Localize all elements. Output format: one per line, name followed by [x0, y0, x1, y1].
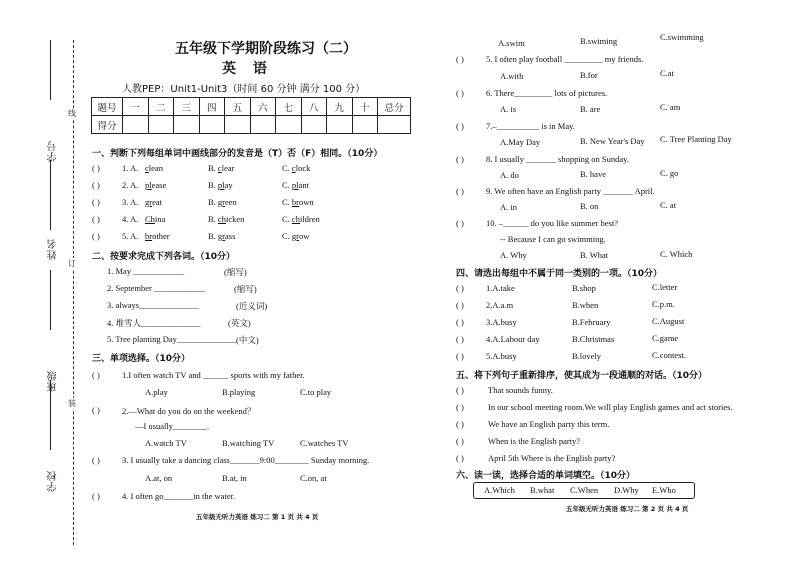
score-cell[interactable]	[276, 116, 302, 134]
section-5-title: 五、将下列句子重新排序，使其成为一段通顺的对话。（10分）	[456, 371, 708, 381]
word-rest: ease	[151, 180, 167, 190]
question-sub: —I usually________.	[135, 421, 210, 431]
option-b: B.watching TV	[222, 438, 275, 448]
option-b: B.swiming	[580, 36, 618, 46]
word-rest: ay	[224, 180, 233, 190]
option-b: B.for	[580, 70, 598, 80]
answer-paren[interactable]: ( )	[456, 154, 464, 164]
score-cell[interactable]	[148, 116, 174, 134]
subject-title: 英 语	[222, 61, 273, 77]
s2-note: (中文)	[236, 335, 259, 345]
word-rest: icken	[225, 214, 245, 224]
score-header-cell: 八	[301, 98, 327, 116]
underlined-letters: gr	[291, 231, 300, 241]
answer-paren[interactable]: ( )	[456, 334, 464, 344]
option-b: B.Christmas	[572, 334, 615, 344]
answer-paren[interactable]: ( )	[456, 186, 464, 196]
option-b: B.lovely	[572, 351, 602, 361]
answer-paren[interactable]: ( )	[92, 491, 100, 501]
option-b: B.at, in	[222, 473, 247, 483]
question-text: 6. There_________ lots of pictures.	[486, 88, 608, 98]
option-c: C. am	[660, 102, 681, 112]
underlined-letters: c	[217, 163, 222, 173]
option-b: B. have	[580, 169, 606, 179]
word-bank-item: C.When	[570, 485, 599, 495]
option-a: 2.A.a.m	[486, 300, 514, 310]
item-number: 4. A.	[122, 214, 139, 224]
number-line	[50, 40, 51, 100]
question-text: 10. –______ do you like summer best?	[486, 218, 618, 228]
option-c	[282, 197, 314, 207]
option-letter: C.	[282, 180, 292, 190]
score-cell[interactable]	[174, 116, 200, 134]
word-bank-item: D.Why	[614, 485, 639, 495]
s2-note: (缩写)	[224, 267, 247, 277]
answer-paren[interactable]: ( )	[92, 455, 100, 465]
score-cell[interactable]	[352, 116, 378, 134]
name-label: 姓名	[48, 238, 59, 260]
word-rest: ow	[299, 231, 310, 241]
question-text: 5. I often play football _________ my friends.	[486, 54, 644, 64]
name-line	[50, 160, 51, 230]
option-c: C.contest.	[652, 350, 686, 360]
score-header-cell: 十	[352, 98, 378, 116]
dialogue-sentence: That sounds funny.	[488, 385, 553, 395]
school-label: 学校	[48, 470, 59, 492]
section-4-title: 四、请选出每组中不属于同一类别的一项。（10分）	[456, 269, 663, 279]
option-b: B. What	[580, 250, 609, 260]
option-a: 4.A.Labour day	[486, 334, 540, 344]
binding-seal-char: 订	[68, 259, 76, 268]
item-number: 3. A.	[122, 197, 139, 207]
option-a: A.at, on	[145, 473, 173, 483]
option-letter: B.	[208, 180, 218, 190]
score-cell[interactable]	[225, 116, 251, 134]
option-letter: B.	[208, 163, 218, 173]
option-a: A. in	[500, 202, 517, 212]
option-a: A.watch TV	[145, 438, 187, 448]
score-cell[interactable]	[123, 116, 149, 134]
answer-paren[interactable]: ( )	[92, 231, 100, 241]
school-line	[50, 380, 51, 450]
option-letter: B.	[208, 197, 218, 207]
underlined-letters: br	[291, 197, 300, 207]
underlined-letters: br	[145, 231, 153, 241]
option-c: C.game	[652, 333, 679, 343]
s2-question[interactable]: 5. Tree planting Day______________	[107, 334, 237, 344]
answer-paren[interactable]: ( )	[456, 54, 464, 64]
page-footer: 五年级无听力英语 练习二 第 1 页 共 4 页	[196, 513, 319, 521]
answer-paren[interactable]: ( )	[456, 121, 464, 131]
option-b: B. are	[580, 104, 601, 114]
option-b: B.when	[572, 300, 599, 310]
score-cell[interactable]	[250, 116, 276, 134]
option-a: A. do	[500, 170, 519, 180]
option-a	[145, 214, 165, 224]
word-rest: ass	[225, 231, 236, 241]
word-rest: een	[225, 197, 237, 207]
option-a: A.swim	[498, 38, 525, 48]
class-line	[50, 270, 51, 330]
s2-question[interactable]: 1. May ____________	[107, 266, 185, 276]
word-rest: lean	[148, 163, 163, 173]
underlined-letters: ch	[291, 214, 300, 224]
option-c: C.on, at	[300, 473, 327, 483]
dialogue-sentence: In our school meeting room.We will play English games and act stories.	[488, 402, 733, 412]
option-c	[282, 180, 309, 190]
option-b: B.playing	[222, 387, 256, 397]
option-a	[145, 231, 170, 241]
binding-seal-char: 装	[68, 399, 76, 408]
option-c: C. Which	[660, 249, 693, 259]
option-a: A. is	[500, 104, 517, 114]
answer-paren[interactable]: ( )	[456, 283, 464, 293]
number-label: 学号	[48, 140, 59, 162]
option-a: 3.A.busy	[486, 317, 517, 327]
option-c: C. go	[660, 168, 679, 178]
question-text: 9. We often have an English party _______ April.	[486, 186, 655, 196]
option-a	[145, 180, 166, 190]
underlined-letters: pl	[145, 180, 152, 190]
question-sub: -- Because I can go swimming.	[500, 234, 606, 244]
option-c: C.watches TV	[300, 438, 349, 448]
page-title: 五年级下学期阶段练习（二）	[175, 41, 357, 57]
option-b: B. on	[580, 201, 599, 211]
word-rest: own	[299, 197, 314, 207]
option-c	[282, 231, 309, 241]
option-c: C.to play	[300, 387, 332, 397]
score-input-row	[92, 116, 411, 134]
word-rest: ildren	[299, 214, 320, 224]
dialogue-sentence: We have an English party this term.	[488, 419, 610, 429]
underlined-letters: Ch	[145, 214, 155, 224]
score-header-row	[92, 98, 411, 116]
word-rest: lock	[295, 163, 311, 173]
s2-question[interactable]: 3. always______________	[107, 300, 199, 310]
answer-paren[interactable]: ( )	[92, 180, 100, 190]
answer-paren[interactable]: ( )	[456, 453, 464, 463]
item-number: 5. A.	[122, 231, 139, 241]
binding-seal-char: 线	[68, 109, 76, 118]
option-letter: C.	[282, 231, 292, 241]
score-header-cell: 七	[276, 98, 302, 116]
dialogue-sentence: When is the English party?	[488, 436, 581, 446]
answer-paren[interactable]: ( )	[456, 436, 464, 446]
underlined-letters: pl	[217, 180, 225, 190]
answer-paren[interactable]: ( )	[456, 317, 464, 327]
option-b	[208, 163, 234, 173]
question-text: 4. I often go_______in the water.	[122, 491, 236, 501]
score-header-cell: 总分	[378, 98, 411, 116]
option-letter: C.	[282, 163, 292, 173]
option-c: C. at	[660, 200, 677, 210]
score-header-cell: 二	[148, 98, 174, 116]
option-letter: C.	[282, 214, 292, 224]
answer-paren[interactable]: ( )	[92, 370, 100, 380]
section-3-title: 三、单项选择。（10分）	[92, 354, 191, 364]
item-number: 2. A.	[122, 180, 139, 190]
option-a: 5.A.busy	[486, 351, 517, 361]
s2-question[interactable]: 2. September ____________	[107, 283, 205, 293]
s2-note: (近义词)	[236, 301, 268, 311]
answer-paren[interactable]: ( )	[456, 300, 464, 310]
score-header-cell: 三	[174, 98, 200, 116]
word-bank-item: A.Which	[484, 485, 515, 495]
option-a: A.play	[145, 387, 168, 397]
option-c	[282, 214, 320, 224]
score-row-label: 得分	[92, 116, 123, 134]
word-rest: ina	[154, 214, 166, 224]
s2-note: (缩写)	[234, 284, 257, 294]
page-footer: 五年级无听力英语 练习二 第 2 页 共 4 页	[566, 505, 689, 513]
word-rest: ant	[298, 180, 309, 190]
answer-paren[interactable]: ( )	[456, 385, 464, 395]
answer-paren[interactable]: ( )	[92, 405, 100, 415]
option-c: C.p.m.	[652, 299, 675, 309]
score-cell[interactable]	[301, 116, 327, 134]
exam-meta: 人教PEP：Unit1-Unit3（时间 60 分钟 满分 100 分）	[122, 84, 366, 95]
score-header-cell: 五	[225, 98, 251, 116]
option-c: C.August	[652, 316, 685, 326]
answer-paren[interactable]: ( )	[456, 351, 464, 361]
option-letter: B.	[208, 214, 218, 224]
option-letter: C.	[282, 197, 292, 207]
answer-paren[interactable]: ( )	[456, 419, 464, 429]
word-bank-item: E.Who	[652, 485, 676, 495]
option-a	[145, 163, 163, 173]
option-b	[208, 214, 244, 224]
score-table	[91, 97, 411, 134]
option-c: C.swimming	[660, 32, 704, 42]
option-b: B. New Year's Day	[580, 136, 645, 146]
question-text: 8. I usually _______ shopping on Sunday.	[486, 154, 630, 164]
option-c: C.at	[660, 68, 674, 78]
underlined-letters: c	[145, 163, 149, 173]
section-2-title: 二、按要求完成下列各词。（10分）	[92, 252, 236, 262]
question-text: 3. I usually take a dancing class_______9:00________ Sunday morning.	[122, 455, 370, 465]
underlined-letters: c	[291, 163, 296, 173]
s2-question[interactable]: 4. 堆雪人______________	[107, 318, 201, 328]
question-text: 7.–__________ is in May.	[486, 121, 575, 131]
option-c: C. Tree Planting Day	[660, 134, 732, 144]
class-label: 班级	[48, 370, 59, 392]
word-rest: eat	[152, 197, 163, 207]
question-text: 1.I often watch TV and ______ sports with my father.	[122, 370, 305, 380]
answer-paren[interactable]: ( )	[456, 218, 464, 228]
section-1-title: 一、判断下列每组单词中画线部分的发音是（T）否（F）相同。（10分）	[92, 149, 383, 159]
option-a: A.May Day	[500, 137, 541, 147]
option-a	[145, 197, 162, 207]
option-letter: B.	[208, 231, 218, 241]
answer-paren[interactable]: ( )	[456, 88, 464, 98]
option-b	[208, 231, 235, 241]
section-6-title: 六、读一读，选择合适的单词填空。（10分）	[456, 471, 636, 481]
item-number: 1. A.	[122, 163, 139, 173]
word-bank-item: B.what	[530, 485, 555, 495]
underlined-letters: gr	[217, 231, 226, 241]
underlined-letters: ch	[217, 214, 226, 224]
option-b: B.February	[572, 317, 611, 327]
option-c: C.letter	[652, 282, 678, 292]
underlined-letters: gr	[217, 197, 226, 207]
word-rest: lear	[221, 163, 235, 173]
answer-paren[interactable]: ( )	[92, 163, 100, 173]
underlined-letters: gr	[145, 197, 153, 207]
score-header-cell: 九	[327, 98, 353, 116]
answer-paren[interactable]: ( )	[92, 214, 100, 224]
option-a: A. Why	[500, 250, 527, 260]
option-c	[282, 163, 310, 173]
question-text: 2.—What do you do on the weekend？	[122, 406, 256, 416]
score-cell[interactable]	[327, 116, 353, 134]
word-rest: other	[152, 231, 170, 241]
score-header-cell: 一	[123, 98, 149, 116]
option-a: A.with	[500, 71, 524, 81]
dialogue-sentence: April 5th Where is the English party?	[488, 453, 616, 463]
score-header-cell: 四	[199, 98, 225, 116]
underlined-letters: pl	[291, 180, 299, 190]
score-cell[interactable]	[199, 116, 225, 134]
score-cell[interactable]	[378, 116, 411, 134]
answer-paren[interactable]: ( )	[456, 402, 464, 412]
option-b: B.shop	[572, 283, 596, 293]
score-header-cell: 六	[250, 98, 276, 116]
option-a: 1.A.take	[486, 283, 515, 293]
option-b	[208, 197, 237, 207]
s2-note: (英文)	[228, 318, 251, 328]
option-b	[208, 180, 233, 190]
answer-paren[interactable]: ( )	[92, 197, 100, 207]
score-header-cell: 题号	[92, 98, 123, 116]
